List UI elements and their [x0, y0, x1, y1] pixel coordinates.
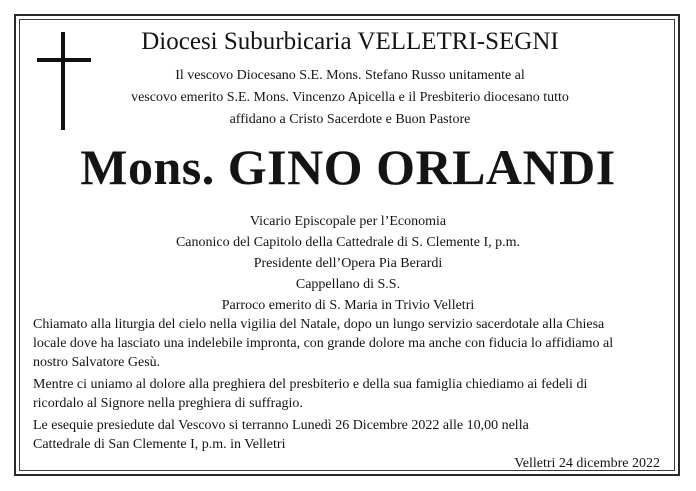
announcement-body: [33, 315, 665, 457]
place-date: Velletri 24 dicembre 2022: [514, 456, 660, 471]
paragraph-line: Mentre ci uniamo al dolore alla preghiera del presbiterio e della sua famiglia chiediamo ai fedeli di: [33, 377, 588, 392]
paragraph-line: Cattedrale di San Clemente I, p.m. in Velletri: [33, 437, 286, 452]
paragraph-line: ricordalo al Signore nella preghiera di suffragio.: [33, 396, 303, 411]
intro-line: affidano a Cristo Sacerdote e Buon Pastore: [229, 112, 471, 127]
intro-line: Il vescovo Diocesano S.E. Mons. Stefano Russo unitamente al: [175, 68, 525, 83]
role-item: Vicario Episcopale per l’Economia: [249, 214, 447, 229]
intro-text: [100, 65, 600, 131]
role-item: Presidente dell’Opera Pia Berardi: [253, 256, 443, 271]
deceased-name: Mons. GINO ORLANDI: [80, 139, 616, 195]
cross-vertical-bar: [61, 32, 65, 130]
role-item: Cappellano di S.S.: [295, 277, 401, 292]
paragraph-line: nostro Salvatore Gesù.: [33, 355, 161, 370]
paragraph-funeral: [33, 416, 665, 454]
paragraph-line: locale dove ha lasciato una indelebile impronta, con grande dolore ma anche con fiducia lo affidiamo al: [33, 336, 614, 351]
cross-horizontal-bar: [37, 58, 91, 62]
diocese-title: Diocesi Suburbicaria VELLETRI-SEGNI: [141, 28, 559, 55]
intro-line: vescovo emerito S.E. Mons. Vincenzo Apicella e il Presbiterio diocesano tutto: [131, 90, 569, 105]
roles-list: [0, 211, 696, 316]
role-item: Canonico del Capitolo della Cattedrale di S. Clemente I, p.m.: [175, 235, 521, 250]
paragraph-prayer: [33, 375, 665, 413]
paragraph-line: Chiamato alla liturgia del cielo nella vigilia del Natale, dopo un lungo servizio sacerdotale alla Chiesa: [33, 317, 605, 332]
role-item: Parroco emerito di S. Maria in Trivio Velletri: [221, 298, 475, 313]
paragraph-line: Le esequie presiedute dal Vescovo si terranno Lunedì 26 Dicembre 2022 alle 10,00 nella: [33, 418, 529, 433]
paragraph-calling: [33, 315, 665, 372]
